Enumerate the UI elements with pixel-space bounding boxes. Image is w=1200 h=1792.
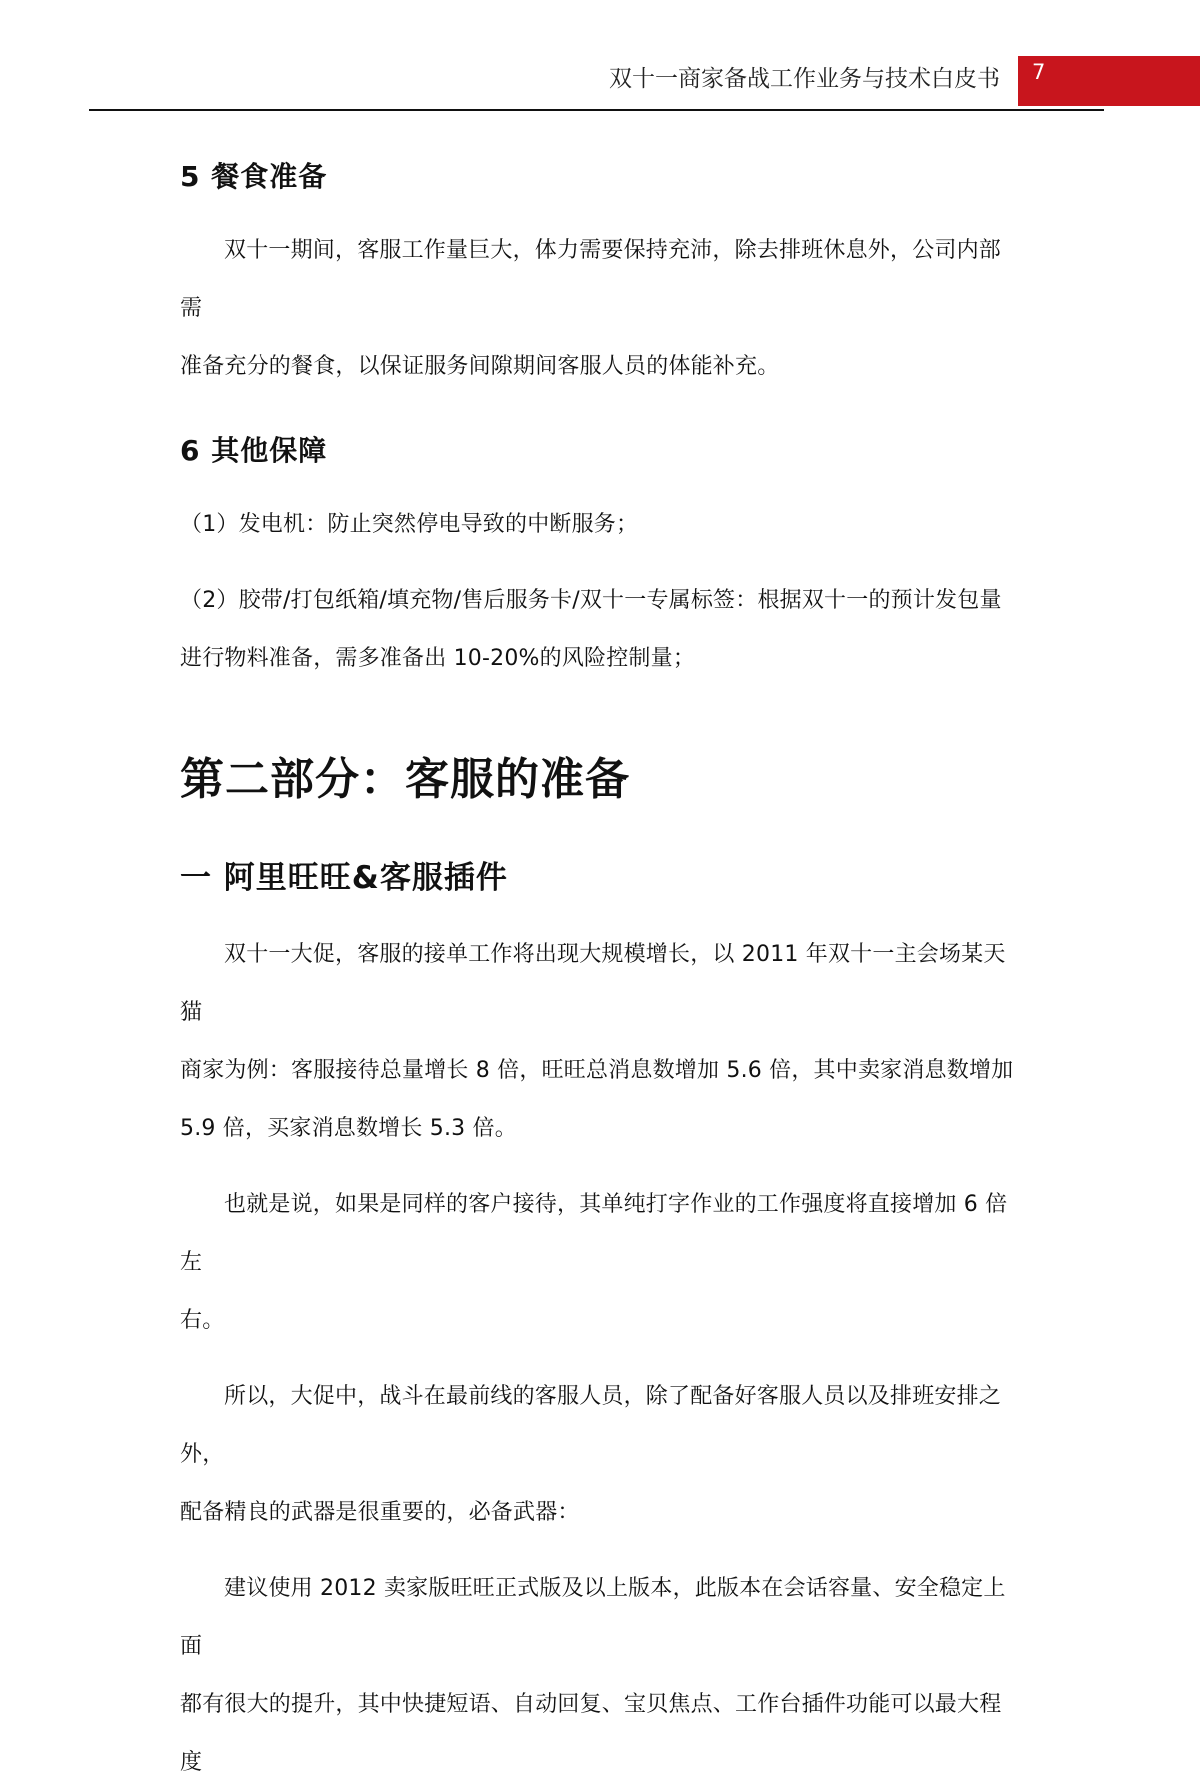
wangwang-p4-line1: 建议使用 2012 卖家版旺旺正式版及以上版本，此版本在会话容量、安全稳定上面 <box>180 1576 1006 1659</box>
other-item-1: （1）发电机：防止突然停电导致的中断服务； <box>180 512 639 537</box>
header-divider <box>89 109 1104 111</box>
part-title: 第二部分：客服的准备 <box>180 754 630 805</box>
page-number-badge <box>1018 56 1200 106</box>
meals-paragraph-line1: 双十一期间，客服工作量巨大，体力需要保持充沛，除去排班休息外，公司内部需 <box>180 238 1002 321</box>
wangwang-p1-line2: 商家为例：客服接待总量增长 8 倍，旺旺总消息数增加 5.6 倍，其中卖家消息数增加 <box>180 1058 1014 1083</box>
other-item-2-line2: 进行物料准备，需多准备出 10-20%的风险控制量； <box>180 646 696 671</box>
section-heading-other: 6 其他保障 <box>180 434 328 467</box>
meals-paragraph-line2: 准备充分的餐食，以保证服务间隙期间客服人员的体能补充。 <box>180 354 780 379</box>
section-heading-wangwang: 一 阿里旺旺&客服插件 <box>180 860 508 896</box>
wangwang-p4-line2: 都有很大的提升，其中快捷短语、自动回复、宝贝焦点、工作台插件功能可以最大程度 <box>180 1692 1002 1775</box>
page-content <box>180 150 1020 1792</box>
wangwang-p3-line1: 所以，大促中，战斗在最前线的客服人员，除了配备好客服人员以及排班安排之外， <box>180 1384 1002 1467</box>
document-title: 双十一商家备战工作业务与技术白皮书 <box>609 66 1000 92</box>
other-item-2-line1: （2）胶带/打包纸箱/填充物/售后服务卡/双十一专属标签：根据双十一的预计发包量 <box>180 588 1002 613</box>
page-number: 7 <box>1032 60 1046 84</box>
page-header <box>0 0 1200 112</box>
wangwang-p2-line2: 右。 <box>180 1308 225 1333</box>
wangwang-p2-line1: 也就是说，如果是同样的客户接待，其单纯打字作业的工作强度将直接增加 6 倍左 <box>180 1192 1008 1275</box>
wangwang-p1-line3: 5.9 倍，买家消息数增长 5.3 倍。 <box>180 1116 517 1141</box>
wangwang-p3-line2: 配备精良的武器是很重要的，必备武器： <box>180 1500 580 1525</box>
wangwang-p1-line1: 双十一大促，客服的接单工作将出现大规模增长，以 2011 年双十一主会场某天猫 <box>180 942 1006 1025</box>
section-heading-meals: 5 餐食准备 <box>180 160 328 193</box>
